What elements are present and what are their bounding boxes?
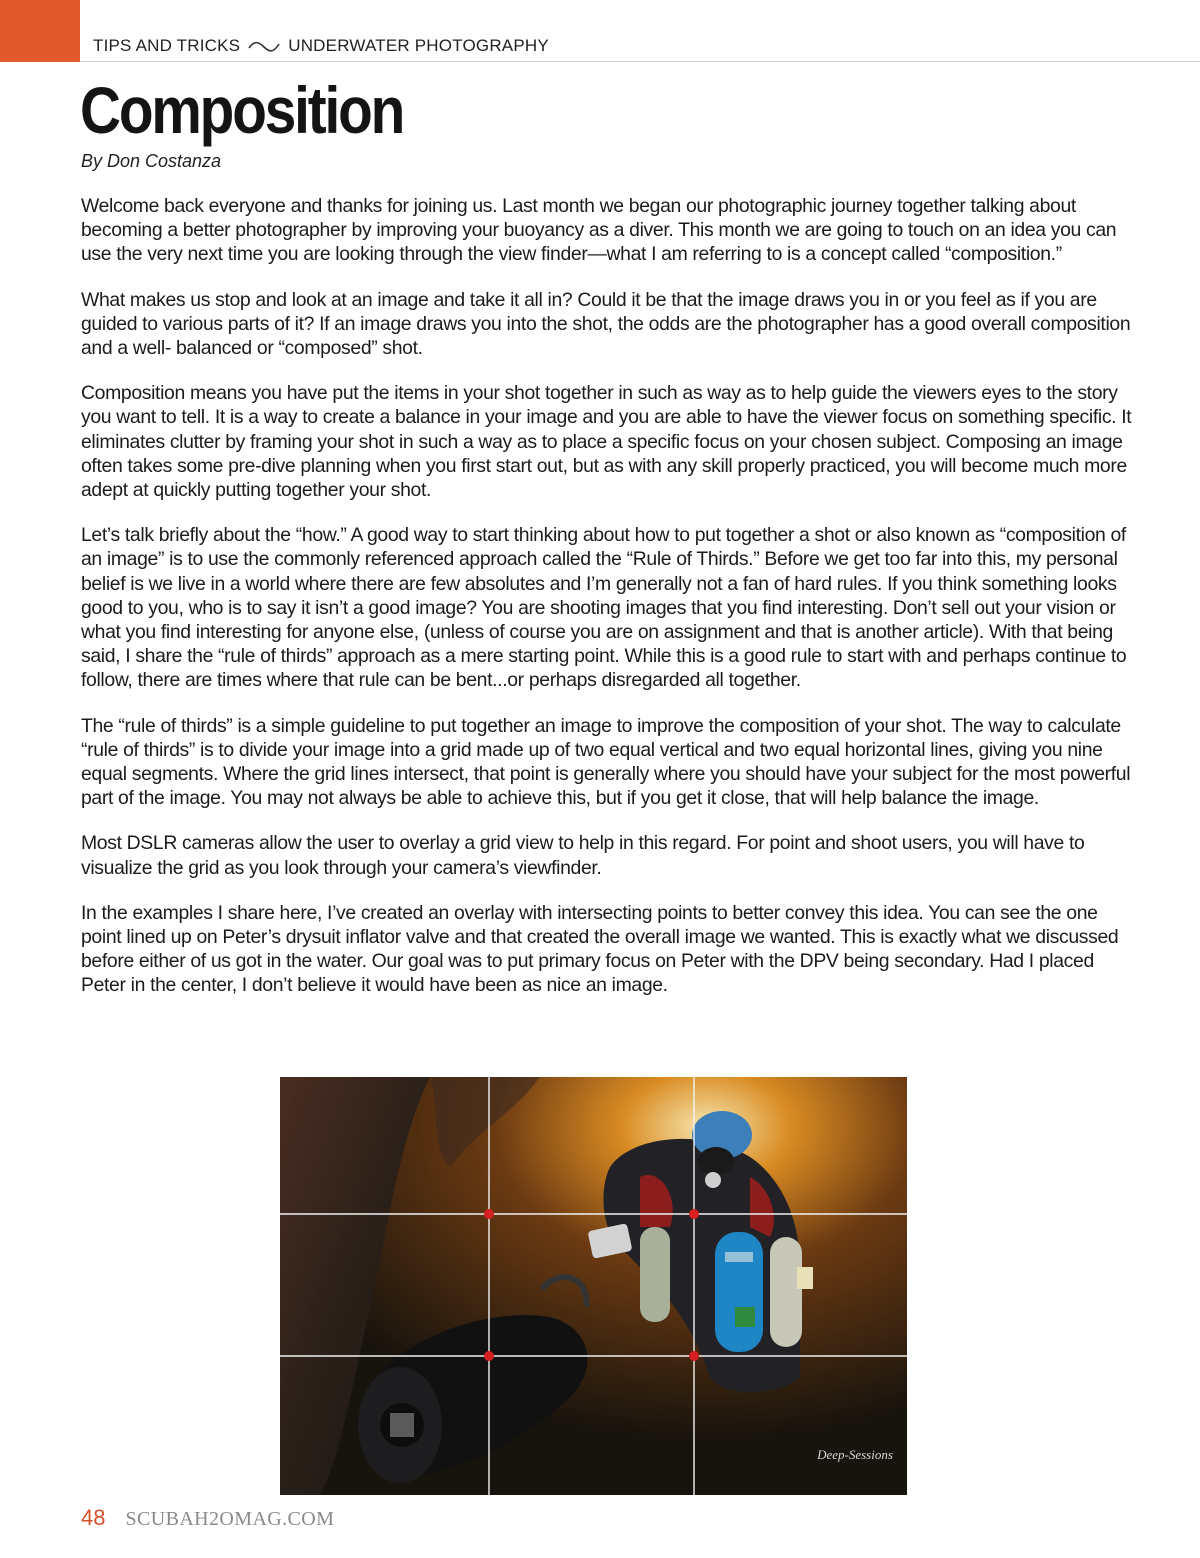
paragraph: The “rule of thirds” is a simple guideline to put together an image to improve the composition of your shot. The way to calculate “rule of thirds” is to divide your image into a grid made up of two equal vertical and two equal horizontal lines, giving you nine equal segments. Where the grid lines intersect, that point is generally where you should have your subject for the most powerful part of the image. You may not always be able to achieve this, but if you get it close, that will help balance the image. xyxy=(81,714,1131,810)
photographer-watermark: Deep-Sessions xyxy=(817,1447,893,1462)
article-title: Composition xyxy=(80,73,404,147)
article-body xyxy=(81,194,1134,1019)
wave-icon xyxy=(248,40,280,52)
paragraph: Composition means you have put the items in your shot together in such as way as to help guide the viewers eyes to the story you want to tell. It is a way to create a balance in your image and you are able to have the viewer focus on something specific. It eliminates clutter by framing your shot in such a way as to place a specific focus on your chosen subject. Composing an image often takes some pre-dive planning when you first start out, but as with any skill properly practiced, you will become much more adept at quickly putting together your shot. xyxy=(81,382,1132,502)
intersection-dot xyxy=(484,1209,494,1219)
page-number: 48 xyxy=(81,1505,106,1530)
article-byline: By Don Costanza xyxy=(81,151,222,171)
running-header xyxy=(80,34,549,58)
intersection-dot xyxy=(689,1351,699,1361)
paragraph: Let’s talk briefly about the “how.” A good way to start thinking about how to put together a shot or also known as “composition of an image” is to use the commonly referenced approach called the “Rule of Thirds.” Before we get too far into this, my personal belief is we live in a world where there are few absolutes and I’m generally not a fan of hard rules. If you think something looks good to you, who is to say it isn’t a good image? You are shooting images that you find interesting. Don’t sell out your vision or what you find interesting for anyone else, (unless of course you are on assignment and that is another article). With that being said, I share the “rule of thirds” approach as a mere starting point. While this is a good rule to start with and perhaps continue to follow, there are times where that rule can be bent...or perhaps disregarded all together. xyxy=(81,524,1127,692)
header-divider xyxy=(80,61,1200,62)
intersection-dot xyxy=(689,1209,699,1219)
section-label: TIPS AND TRICKS xyxy=(93,36,241,55)
diver-photo-illustration xyxy=(280,1077,907,1495)
paragraph: Most DSLR cameras allow the user to overlay a grid view to help in this regard. For point and shoot users, you will have to visualize the grid as you look through your camera’s viewfinder. xyxy=(81,832,1085,879)
rule-of-thirds-photo xyxy=(280,1077,907,1495)
paragraph: In the examples I share here, I’ve created an overlay with intersecting points to better convey this idea. You can see the one point lined up on Peter’s drysuit inflator valve and that created the overall image we wanted. This is exactly what we discussed before either of us got in the water. Our goal was to put primary focus on Peter with the DPV being secondary. Had I placed Peter in the center, I don’t believe it would have been as nice an image. xyxy=(81,901,1119,997)
subsection-label: UNDERWATER PHOTOGRAPHY xyxy=(288,36,549,55)
paragraph: Welcome back everyone and thanks for joining us. Last month we began our photographic journey together talking about becoming a better photographer by improving your buoyancy as a diver. This month we are going to touch on an idea you can use the very next time you are looking through the view finder—what I am referring to is a concept called “composition.” xyxy=(81,195,1117,266)
intersection-dot xyxy=(484,1351,494,1361)
page-footer xyxy=(81,1505,334,1531)
site-url: SCUBAH2OMAG.COM xyxy=(125,1508,335,1530)
paragraph: What makes us stop and look at an image and take it all in? Could it be that the image draws you in or you feel as if you are guided to various parts of it? If an image draws you into the shot, the odds are the photographer has a good overall composition and a well- balanced or “composed” shot. xyxy=(81,288,1131,360)
section-color-tab xyxy=(0,0,80,62)
